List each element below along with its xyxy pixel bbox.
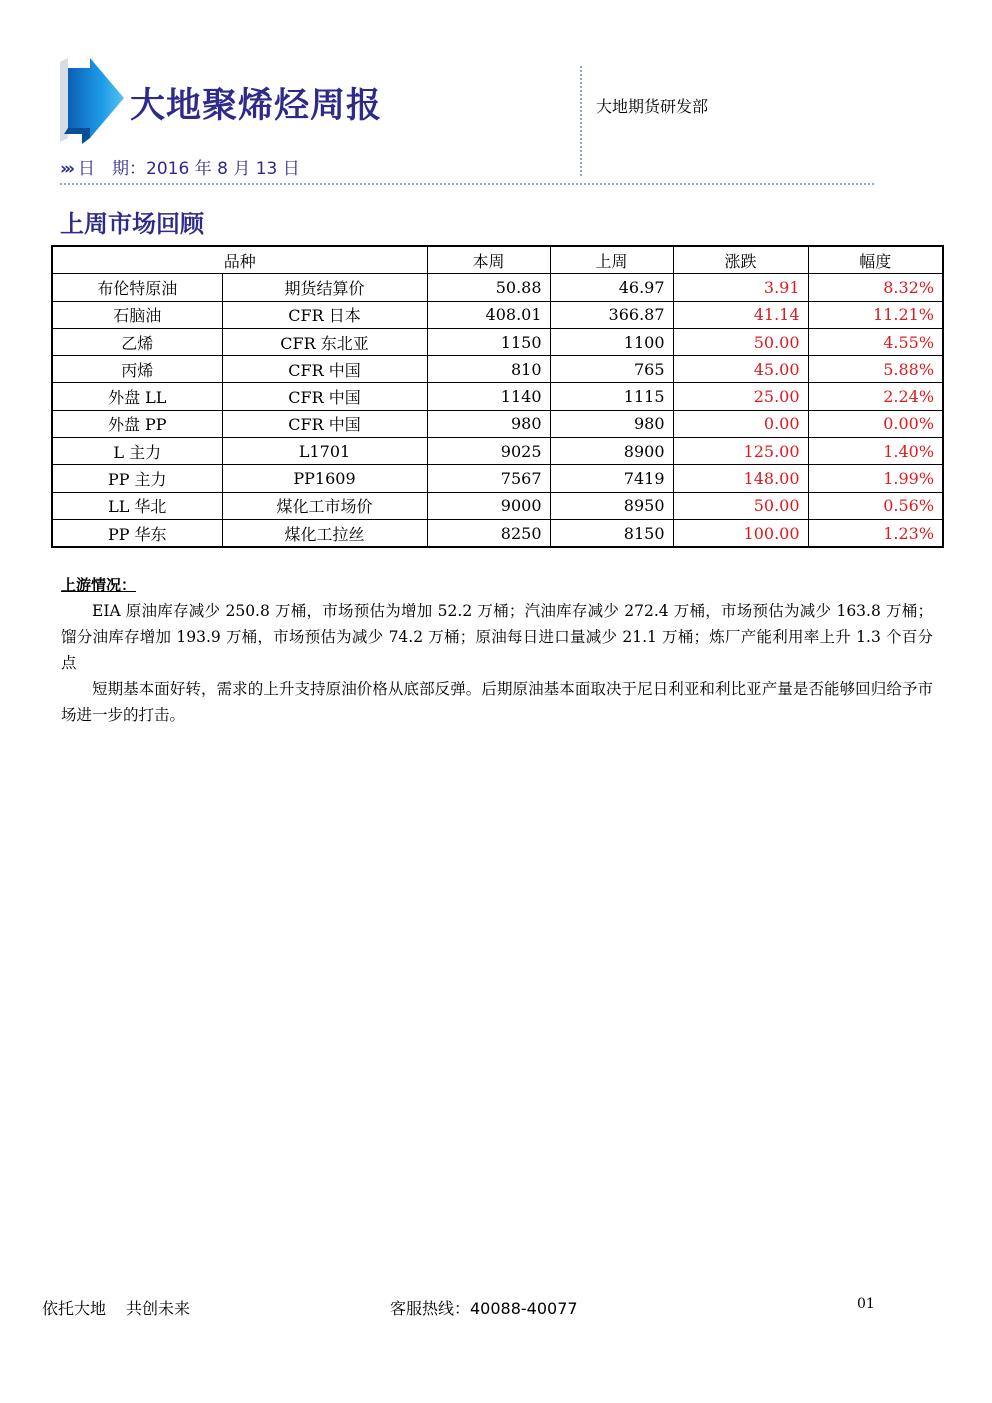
cell-last-week: 8900 — [550, 438, 673, 465]
header-divider — [60, 183, 874, 185]
cell-this-week: 1140 — [427, 383, 550, 410]
upstream-heading: 上游情况： — [61, 576, 137, 594]
cell-pct: 0.00% — [808, 410, 943, 437]
cell-change: 50.00 — [673, 328, 808, 355]
cell-change: 25.00 — [673, 383, 808, 410]
cell-spec: CFR 日本 — [222, 301, 427, 328]
table-row — [52, 274, 943, 301]
cell-this-week: 1150 — [427, 328, 550, 355]
cell-name: L 主力 — [52, 438, 222, 465]
cell-change: 0.00 — [673, 410, 808, 437]
cell-spec: L1701 — [222, 438, 427, 465]
cell-last-week: 8150 — [550, 519, 673, 547]
cell-pct: 8.32% — [808, 274, 943, 301]
header-this-week: 本周 — [427, 246, 550, 274]
cell-this-week: 7567 — [427, 465, 550, 492]
table-row — [52, 328, 943, 355]
date-value: 2016 年 8 月 13 日 — [146, 159, 300, 179]
cell-change: 148.00 — [673, 465, 808, 492]
table-row — [52, 465, 943, 492]
slogan-part: 共创未来 — [126, 1299, 191, 1318]
header-pct: 幅度 — [808, 246, 943, 274]
cell-this-week: 810 — [427, 356, 550, 383]
cell-change: 45.00 — [673, 356, 808, 383]
cell-last-week: 8950 — [550, 492, 673, 519]
cell-pct: 1.23% — [808, 519, 943, 547]
footer-slogan — [42, 1296, 190, 1319]
cell-spec: 煤化工拉丝 — [222, 519, 427, 547]
header-variety: 品种 — [52, 246, 427, 274]
cell-name: 石脑油 — [52, 301, 222, 328]
chevron-right-icon: ››› — [60, 159, 73, 179]
slogan-part: 依托大地 — [42, 1299, 107, 1318]
cell-spec: CFR 中国 — [222, 356, 427, 383]
cell-name: 丙烯 — [52, 356, 222, 383]
cell-pct: 4.55% — [808, 328, 943, 355]
cell-spec: 煤化工市场价 — [222, 492, 427, 519]
upstream-paragraph: 短期基本面好转，需求的上升支持原油价格从底部反弹。后期原油基本面取决于尼日利亚和利比亚产量是否能够回归给予市场进一步的打击。 — [61, 680, 933, 724]
cell-spec: 期货结算价 — [222, 274, 427, 301]
cell-this-week: 9000 — [427, 492, 550, 519]
cell-spec: CFR 中国 — [222, 410, 427, 437]
header-last-week: 上周 — [550, 246, 673, 274]
cell-pct: 1.40% — [808, 438, 943, 465]
department-name: 大地期货研发部 — [596, 97, 709, 116]
date-label: 日 期： — [78, 159, 147, 179]
cell-name: 外盘 PP — [52, 410, 222, 437]
table-row — [52, 383, 943, 410]
cell-last-week: 46.97 — [550, 274, 673, 301]
cell-name: PP 主力 — [52, 465, 222, 492]
cell-spec: CFR 东北亚 — [222, 328, 427, 355]
report-title: 大地聚烯烃周报 — [130, 86, 383, 126]
cell-name: LL 华北 — [52, 492, 222, 519]
cell-this-week: 980 — [427, 410, 550, 437]
cell-spec: CFR 中国 — [222, 383, 427, 410]
cell-change: 3.91 — [673, 274, 808, 301]
table-row — [52, 438, 943, 465]
cell-this-week: 50.88 — [427, 274, 550, 301]
table-row — [52, 301, 943, 328]
cell-pct: 5.88% — [808, 356, 943, 383]
cell-name: 布伦特原油 — [52, 274, 222, 301]
cell-pct: 0.56% — [808, 492, 943, 519]
report-date — [60, 154, 300, 179]
cell-change: 125.00 — [673, 438, 808, 465]
cell-this-week: 9025 — [427, 438, 550, 465]
footer-hotline: 客服热线：40088-40077 — [390, 1299, 578, 1318]
cell-last-week: 366.87 — [550, 301, 673, 328]
header-vertical-divider — [580, 66, 582, 176]
cell-name: 乙烯 — [52, 328, 222, 355]
cell-pct: 2.24% — [808, 383, 943, 410]
cell-last-week: 765 — [550, 356, 673, 383]
cell-change: 41.14 — [673, 301, 808, 328]
table-row — [52, 410, 943, 437]
table-row — [52, 519, 943, 547]
upstream-paragraph: EIA 原油库存减少 250.8 万桶，市场预估为增加 52.2 万桶；汽油库存减少 272.4 万桶，市场预估为减少 163.8 万桶；馏分油库存增加 193.9 万桶，市场预估为减少 74.2 万桶；原油每日进口量减少 21.1 万桶；炼厂产能利用率上升 1.3 个百分点 — [61, 602, 933, 672]
table-row — [52, 356, 943, 383]
cell-name: 外盘 LL — [52, 383, 222, 410]
page-number: 01 — [857, 1296, 875, 1312]
market-review-table — [51, 245, 944, 548]
cell-name: PP 华东 — [52, 519, 222, 547]
cell-pct: 11.21% — [808, 301, 943, 328]
cell-pct: 1.99% — [808, 465, 943, 492]
cell-this-week: 8250 — [427, 519, 550, 547]
cell-last-week: 1115 — [550, 383, 673, 410]
table-header-row — [52, 246, 943, 274]
cell-spec: PP1609 — [222, 465, 427, 492]
table-row — [52, 492, 943, 519]
upstream-section — [61, 572, 933, 728]
cell-last-week: 980 — [550, 410, 673, 437]
cell-this-week: 408.01 — [427, 301, 550, 328]
logo-arrow-icon — [54, 58, 126, 144]
cell-last-week: 7419 — [550, 465, 673, 492]
cell-last-week: 1100 — [550, 328, 673, 355]
section-title: 上周市场回顾 — [60, 210, 204, 238]
cell-change: 50.00 — [673, 492, 808, 519]
header-change: 涨跌 — [673, 246, 808, 274]
cell-change: 100.00 — [673, 519, 808, 547]
